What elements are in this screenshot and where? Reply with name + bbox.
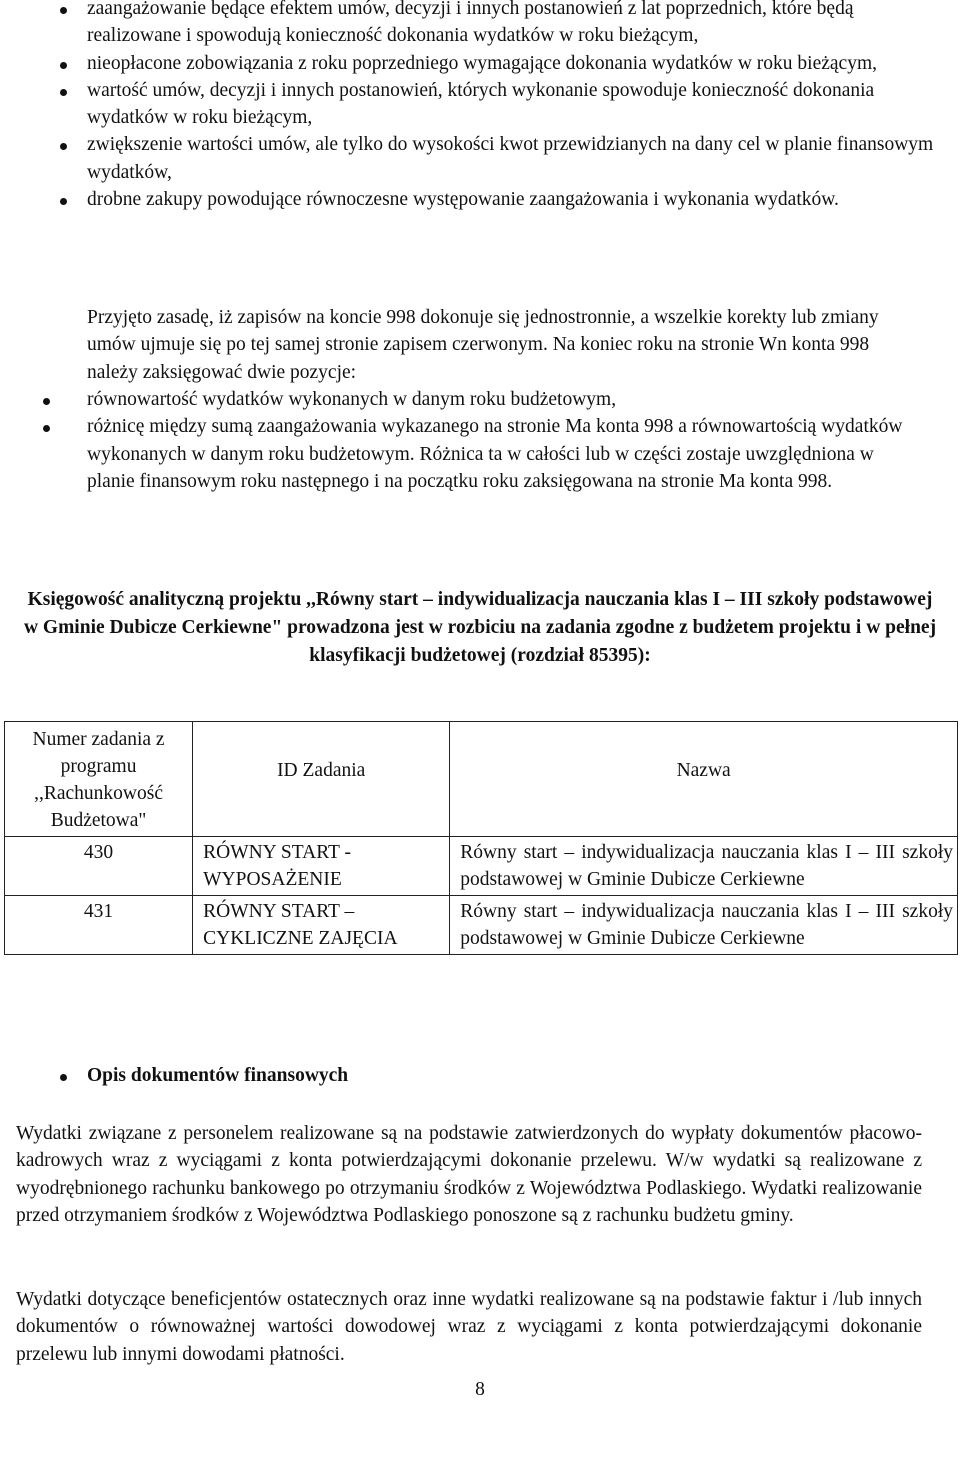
column-header-id: ID Zadania (193, 722, 450, 837)
list-item-text: nieopłacone zobowiązania z roku poprzedniego wymagające dokonania wydatków w roku bieżącym, (87, 52, 877, 74)
list-item (60, 50, 940, 77)
column-header-number: Numer zadania z programu ,,Rachunkowość Budżetowa" (5, 722, 193, 837)
table-row (5, 837, 958, 896)
list-item-text: wartość umów, decyzji i innych postanowień, których wykonanie spowoduje konieczność dokonania wydatków w roku bieżącym, (87, 79, 875, 129)
section-title (60, 1062, 348, 1089)
commitment-list (60, 0, 940, 213)
list-item-text: równowartość wydatków wykonanych w danym roku budżetowym, (87, 389, 617, 410)
list-item (60, 77, 940, 132)
cell-number: 430 (5, 837, 193, 896)
rule-paragraph: Przyjęto zasadę, iż zapisów na koncie 998 dokonuje się jednostronnie, a wszelkie korekty lub zmiany umów ujmuje się po tej samej stronie zapisem czerwonym. Na koniec roku na stronie Wn konta 998 należy zaksięgować dwie pozycje: (87, 307, 879, 383)
list-item-text: drobne zakupy powodujące równoczesne występowanie zaangażowania i wykonania wydatków. (87, 189, 839, 211)
list-item-text: zwiększenie wartości umów, ale tylko do wysokości kwot przewidzianych na dany cel w planie finansowym wydatków, (87, 134, 934, 183)
cell-id: RÓWNY START – CYKLICZNE ZAJĘCIA (193, 896, 450, 955)
year-end-entries-list (37, 386, 917, 495)
list-item (37, 386, 917, 413)
page-number: 8 (475, 1379, 485, 1400)
bullet-icon (60, 1074, 67, 1081)
cell-name: Równy start – indywidualizacja nauczania klas I – III szkoły podstawowej w Gminie Dubicze Cerkiewne (450, 896, 958, 955)
table-header-row (5, 722, 958, 837)
section-heading: Księgowość analityczną projektu ,,Równy start – indywidualizacja nauczania klas I – III szkoły podstawowej w Gminie Dubicze Cerkiewne" prowadzona jest w rozbiciu na zadania zgodne z budżetem projektu i w pełnej klasyfikacji budżetowej (rozdział 85395): (23, 589, 937, 666)
table-row (5, 896, 958, 955)
bullet-icon (60, 198, 67, 205)
cell-number: 431 (5, 896, 193, 955)
section-title-text: Opis dokumentów finansowych (87, 1065, 349, 1086)
cell-name: Równy start – indywidualizacja nauczania klas I – III szkoły podstawowej w Gminie Dubicze Cerkiewne (450, 837, 958, 896)
list-item (37, 413, 917, 495)
column-header-name: Nazwa (450, 722, 958, 837)
list-item (60, 131, 940, 186)
list-item-text: różnicę między sumą zaangażowania wykazanego na stronie Ma konta 998 a równowartością wydatków wykonanych w danym roku budżetowym. Różnica ta w całości lub w części zostaje uwzględniona w planie finansowym roku następnego i na początku roku zaksięgowana na stronie Ma konta 998. (87, 416, 903, 492)
bullet-icon (60, 7, 67, 14)
list-item (60, 186, 940, 213)
tasks-table (4, 721, 958, 955)
bullet-icon (43, 425, 50, 432)
list-item-text: zaangażowanie będące efektem umów, decyzji i innych postanowień z lat poprzednich, które będą realizowane i spowodują konieczność dokonania wydatków w roku bieżącym, (87, 0, 854, 47)
bullet-icon (60, 89, 67, 96)
cell-id: RÓWNY START - WYPOSAŻENIE (193, 837, 450, 896)
bullet-icon (43, 398, 50, 405)
paragraph-personnel-expenses: Wydatki związane z personelem realizowane są na podstawie zatwierdzonych do wypłaty dokumentów płacowo-kadrowych wraz z wyciągami z konta potwierdzającymi dokonanie przelewu. W/w wydatki są realizowane z wyodrębnionego rachunku bankowego po otrzymaniu środków z Województwa Podlaskiego. Wydatki realizowanie przed otrzymaniem środków z Województwa Podlaskiego ponoszone są z rachunku budżetu gminy. (16, 1123, 922, 1226)
bullet-icon (60, 143, 67, 150)
bullet-icon (60, 62, 67, 69)
paragraph-beneficiary-expenses: Wydatki dotyczące beneficjentów ostatecznych oraz inne wydatki realizowane są na podstawie faktur i /lub innych dokumentów o równoważnej wartości dowodowej wraz z wyciągami z konta potwierdzającymi dokonanie przelewu lub innymi dowodami płatności. (16, 1289, 922, 1365)
list-item (60, 0, 940, 50)
